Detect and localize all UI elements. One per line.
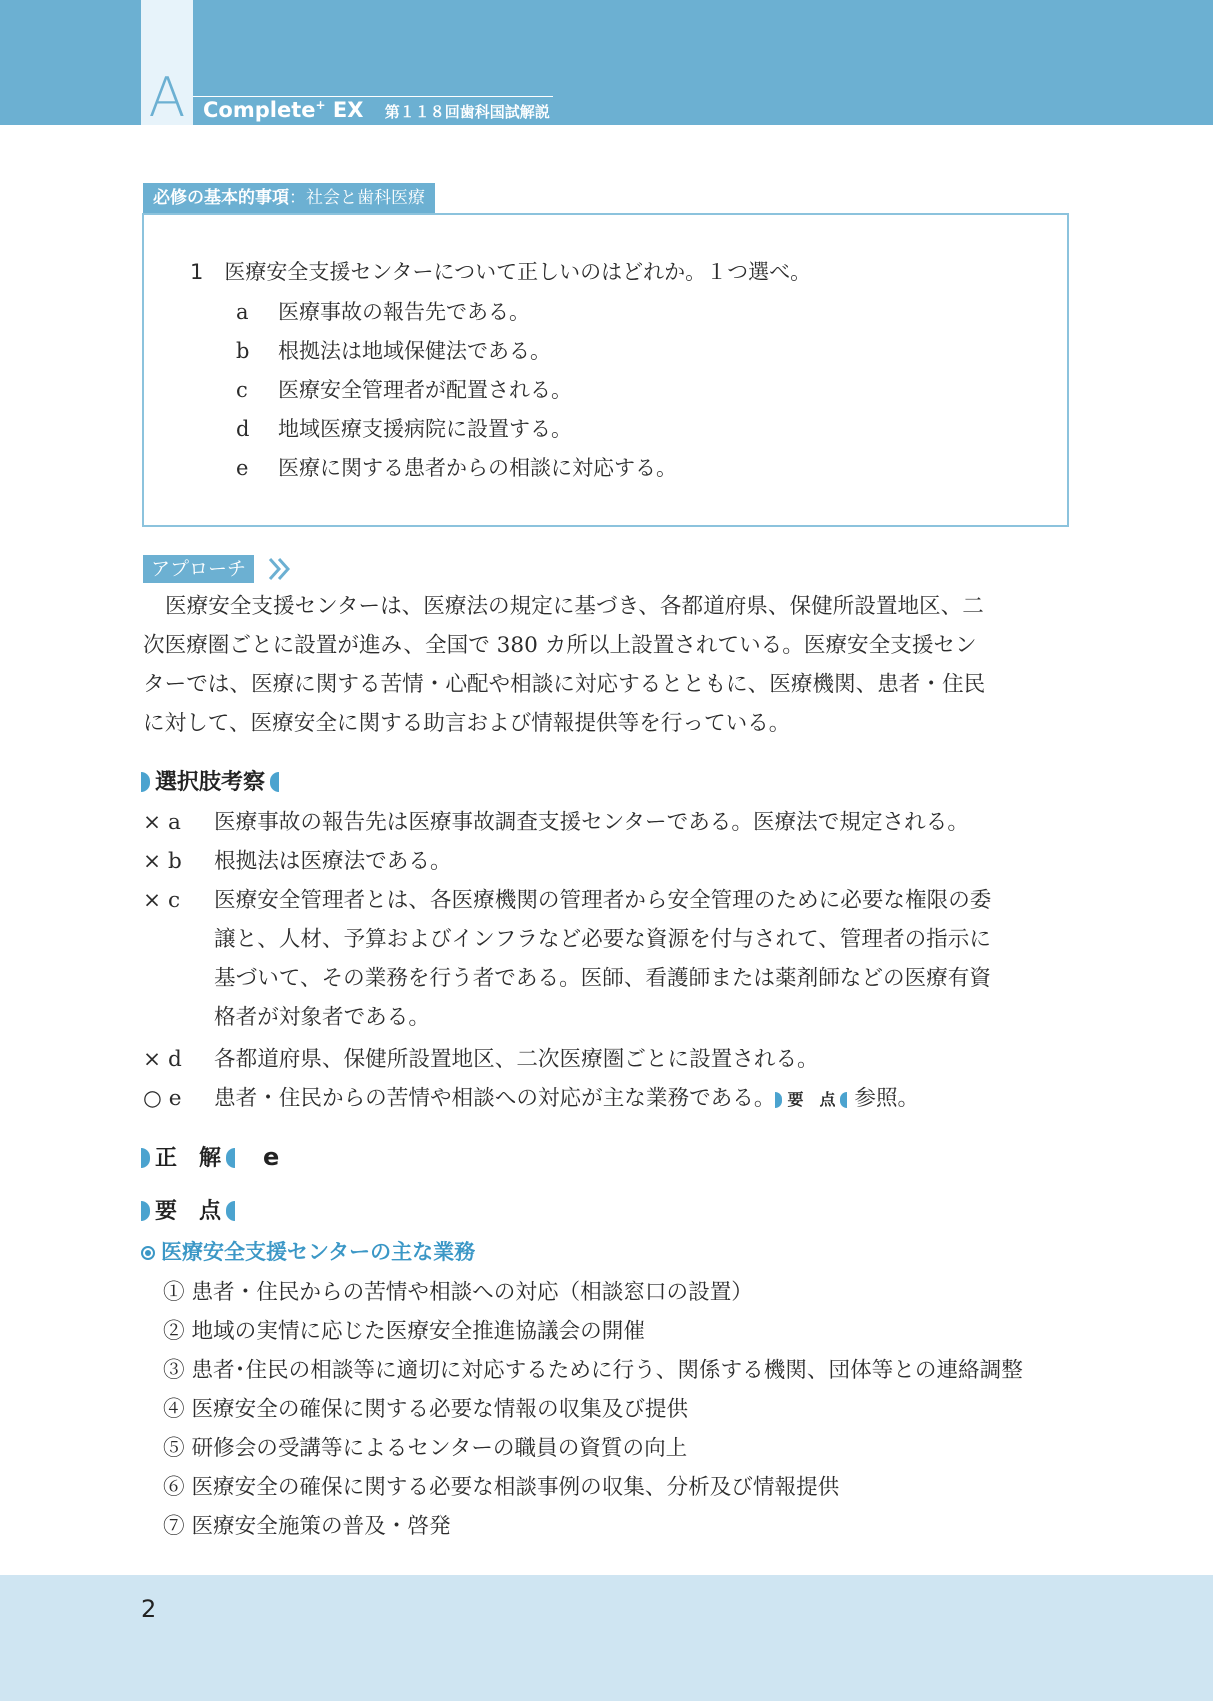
key-point-item: ① 患者・住民からの苦情や相談への対応（相談窓口の設置） [163, 1280, 753, 1305]
half-disc-right-icon [270, 772, 279, 792]
choice-text: 医療安全管理者とは、各医療機関の管理者から安全管理のために必要な権限の委 [214, 888, 992, 913]
choice-item [143, 1079, 1073, 1118]
choice-item [143, 842, 1073, 881]
page-footer [0, 1575, 1213, 1701]
half-disc-left-icon [775, 1092, 782, 1108]
option-letter: a [236, 300, 249, 324]
choices-title: 選択肢考察 [155, 770, 266, 795]
choice-text: 根拠法は医療法である。 [214, 849, 452, 874]
question-stem [190, 257, 811, 287]
key-point-item: ④ 医療安全の確保に関する必要な情報の収集及び提供 [163, 1397, 689, 1422]
choice-text: 患者・住民からの苦情や相談への対応が主な業務である。 [214, 1086, 776, 1111]
brand-title [203, 98, 550, 122]
key-point-item: ⑥ 医療安全の確保に関する必要な相談事例の収集、分析及び情報提供 [163, 1475, 840, 1500]
key-points-subtitle-text: 医療安全支援センターの主な業務 [161, 1240, 476, 1264]
option-text: 医療事故の報告先である。 [278, 300, 530, 324]
reference-label: 要 点 [787, 1090, 836, 1109]
brand-ex: EX [332, 98, 364, 122]
brand-subtitle: 第１１８回歯科国試解説 [384, 103, 550, 121]
choice-mark: ○ e [143, 1086, 182, 1111]
approach-line: に対して、医療安全に関する助言および情報提供等を行っている。 [143, 711, 791, 736]
approach-label: アプローチ [143, 555, 254, 583]
choices-heading [141, 768, 279, 798]
double-chevron-icon [267, 555, 293, 583]
choice-text: 格者が対象者である。 [214, 1005, 430, 1030]
option-letter: e [236, 456, 249, 480]
answer-value: e [263, 1143, 280, 1171]
question-box [142, 213, 1069, 527]
key-points-heading [141, 1197, 235, 1227]
header-rule [193, 96, 553, 97]
key-points-title: 要 点 [155, 1199, 222, 1224]
question-number: 1 [190, 260, 204, 284]
choice-text: 譲と、人材、予算およびインフラなど必要な資源を付与されて、管理者の指示に [214, 927, 991, 952]
choice-mark: × d [143, 1047, 182, 1072]
choice-text-with-ref [214, 1079, 919, 1119]
option-text: 医療に関する患者からの相談に対応する。 [278, 456, 677, 480]
section-letter: A [148, 66, 186, 129]
half-disc-right-icon [840, 1092, 847, 1108]
key-point-item: ⑦ 医療安全施策の普及・啓発 [163, 1514, 451, 1539]
choice-mark: × c [143, 888, 181, 913]
option-letter: d [236, 417, 250, 441]
key-point-item: ② 地域の実情に応じた医療安全推進協議会の開催 [163, 1319, 645, 1344]
choice-mark: × b [143, 849, 182, 874]
bullet-icon [141, 1246, 155, 1260]
approach-line: 医療安全支援センターは、医療法の規定に基づき、各都道府県、保健所設置地区、二 [165, 594, 984, 619]
brand-plus: + [315, 98, 326, 112]
key-point-item: ③ 患者･住民の相談等に適切に対応するために行う、関係する機関、団体等との連絡調整 [163, 1358, 1023, 1383]
approach-line: ターでは、医療に関する苦情・心配や相談に対応するとともに、医療機関、患者・住民 [143, 672, 986, 697]
half-disc-right-icon [226, 1148, 235, 1168]
reference-suffix: 参照。 [854, 1086, 920, 1111]
choice-text: 各都道府県、保健所設置地区、二次医療圏ごとに設置される。 [214, 1047, 819, 1072]
approach-line: 次医療圏ごとに設置が進み、全国で 380 カ所以上設置されている。医療安全支援セン [143, 633, 977, 658]
option-text: 医療安全管理者が配置される。 [278, 378, 572, 402]
half-disc-left-icon [141, 1148, 150, 1168]
option-letter: c [236, 378, 248, 402]
page-number: 2 [141, 1595, 157, 1623]
half-disc-right-icon [226, 1201, 235, 1221]
choice-text: 医療事故の報告先は医療事故調査支援センターである。医療法で規定される。 [214, 810, 969, 835]
choice-text: 基づいて、その業務を行う者である。医師、看護師または薬剤師などの医療有資 [214, 966, 991, 991]
half-disc-left-icon [141, 1201, 150, 1221]
choice-item [143, 881, 1073, 1037]
section-label [143, 183, 435, 213]
answer-title: 正 解 [155, 1146, 222, 1171]
key-point-item: ⑤ 研修会の受講等によるセンターの職員の資質の向上 [163, 1436, 688, 1461]
page-header [0, 0, 1213, 129]
brand-name: Complete [203, 98, 316, 122]
option-text: 根拠法は地域保健法である。 [278, 339, 551, 363]
question-option [236, 375, 572, 405]
half-disc-left-icon [141, 772, 150, 792]
section-topic: ：社会と歯科医療 [289, 188, 425, 208]
choice-item [143, 803, 1073, 842]
key-point-reference [775, 1090, 847, 1109]
key-points-subtitle [141, 1236, 475, 1268]
question-option [236, 453, 677, 483]
option-letter: b [236, 339, 250, 363]
question-option [236, 414, 572, 444]
question-text: 医療安全支援センターについて正しいのはどれか。１つ選べ。 [224, 260, 812, 284]
section-label-main: 必修の基本的事項 [153, 188, 289, 208]
choice-mark: × a [143, 810, 181, 835]
question-option [236, 336, 551, 366]
choice-item [143, 1040, 1073, 1079]
option-text: 地域医療支援病院に設置する。 [278, 417, 572, 441]
answer-heading [141, 1142, 279, 1172]
question-option [236, 297, 530, 327]
